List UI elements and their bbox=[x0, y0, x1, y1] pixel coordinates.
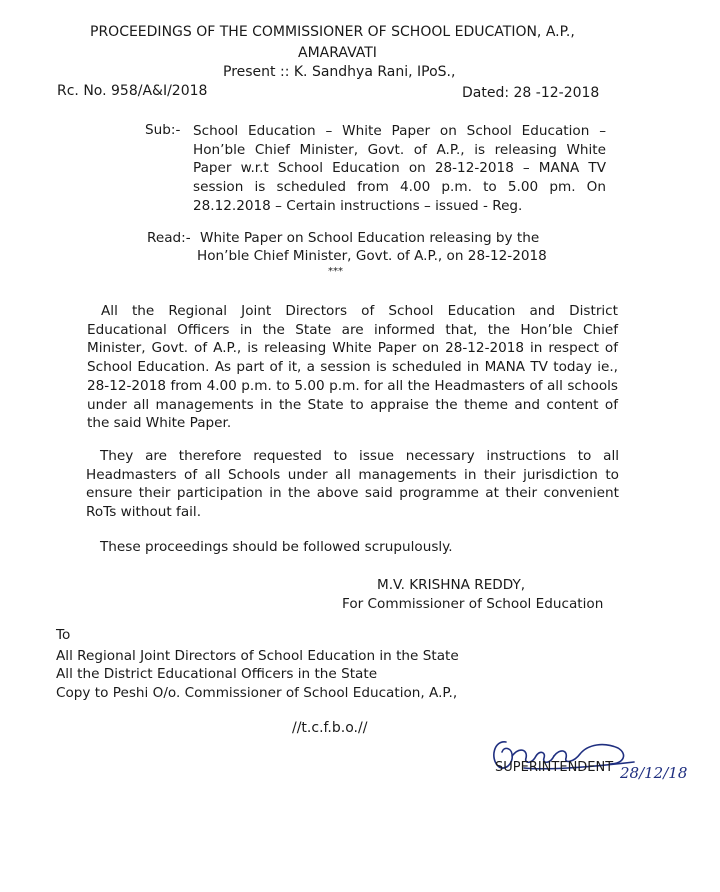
subject-text bbox=[193, 122, 606, 216]
tcfbo-mark: //t.c.f.b.o.// bbox=[292, 720, 368, 736]
separator-asterisks: *** bbox=[328, 266, 343, 277]
body-paragraph-3: These proceedings should be followed scrupulously. bbox=[100, 539, 453, 555]
proceedings-location: AMARAVATI bbox=[298, 45, 377, 61]
para1-line: All the Regional Joint Directors of School Education and District bbox=[101, 303, 618, 319]
body-paragraph-1 bbox=[87, 302, 618, 433]
para1-line: 28-12-2018 from 4.00 p.m. to 5.00 p.m. for all the Headmasters of all schools bbox=[87, 377, 618, 394]
to-label: To bbox=[56, 627, 71, 643]
signatory-designation: For Commissioner of School Education bbox=[342, 596, 604, 612]
subject-line: School Education – White Paper on School Education – bbox=[193, 123, 606, 139]
para1-line: under all managements in the State to appraise the theme and content of bbox=[87, 396, 618, 413]
subject-line: session is scheduled from 4.00 p.m. to 5.00 pm. On bbox=[193, 179, 606, 196]
present-officer: Present :: K. Sandhya Rani, IPoS., bbox=[223, 64, 456, 80]
read-label: Read:- bbox=[147, 230, 191, 246]
para1-line: School Education. As part of it, a session is scheduled in MANA TV today ie., bbox=[87, 359, 618, 376]
proceedings-title: PROCEEDINGS OF THE COMMISSIONER OF SCHOOL EDUCATION, A.P., bbox=[90, 24, 575, 40]
para1-line: Minister, Govt. of A.P., is releasing White Paper on 28-12-2018 in respect of bbox=[87, 340, 618, 357]
superintendent-label: SUPERINTENDENT bbox=[495, 760, 614, 775]
subject-line: 28.12.2018 – Certain instructions – issued - Reg. bbox=[193, 197, 523, 214]
signatory-name: M.V. KRISHNA REDDY, bbox=[377, 577, 526, 593]
reference-number: Rc. No. 958/A&I/2018 bbox=[57, 83, 208, 99]
handwritten-date: 28/12/18 bbox=[620, 764, 688, 782]
para2-line: RoTs without fail. bbox=[86, 504, 202, 521]
recipient-line: Copy to Peshi O/o. Commissioner of School Education, A.P., bbox=[56, 685, 458, 701]
para2-line: Headmasters of all Schools under all managements in their jurisdiction to bbox=[86, 466, 619, 483]
recipient-line: All Regional Joint Directors of School Education in the State bbox=[56, 648, 459, 664]
subject-label: Sub:- bbox=[145, 122, 181, 138]
dated: Dated: 28 -12-2018 bbox=[462, 85, 600, 101]
para1-line: the said White Paper. bbox=[87, 415, 232, 432]
subject-line: Hon’ble Chief Minister, Govt. of A.P., is releasing White bbox=[193, 141, 606, 158]
para2-line: They are therefore requested to issue necessary instructions to all bbox=[100, 448, 619, 464]
body-paragraph-2 bbox=[86, 447, 619, 522]
recipient-line: All the District Educational Officers in the State bbox=[56, 666, 378, 682]
para1-line: Educational Officers in the State are informed that, the Hon’ble Chief bbox=[87, 321, 618, 338]
subject-line: Paper w.r.t School Education on 28-12-2018 – MANA TV bbox=[193, 160, 606, 177]
read-line-1: White Paper on School Education releasing by the bbox=[200, 230, 540, 246]
para2-line: ensure their participation in the above said programme at their convenient bbox=[86, 485, 619, 502]
read-line-2: Hon’ble Chief Minister, Govt. of A.P., on 28-12-2018 bbox=[197, 248, 547, 264]
